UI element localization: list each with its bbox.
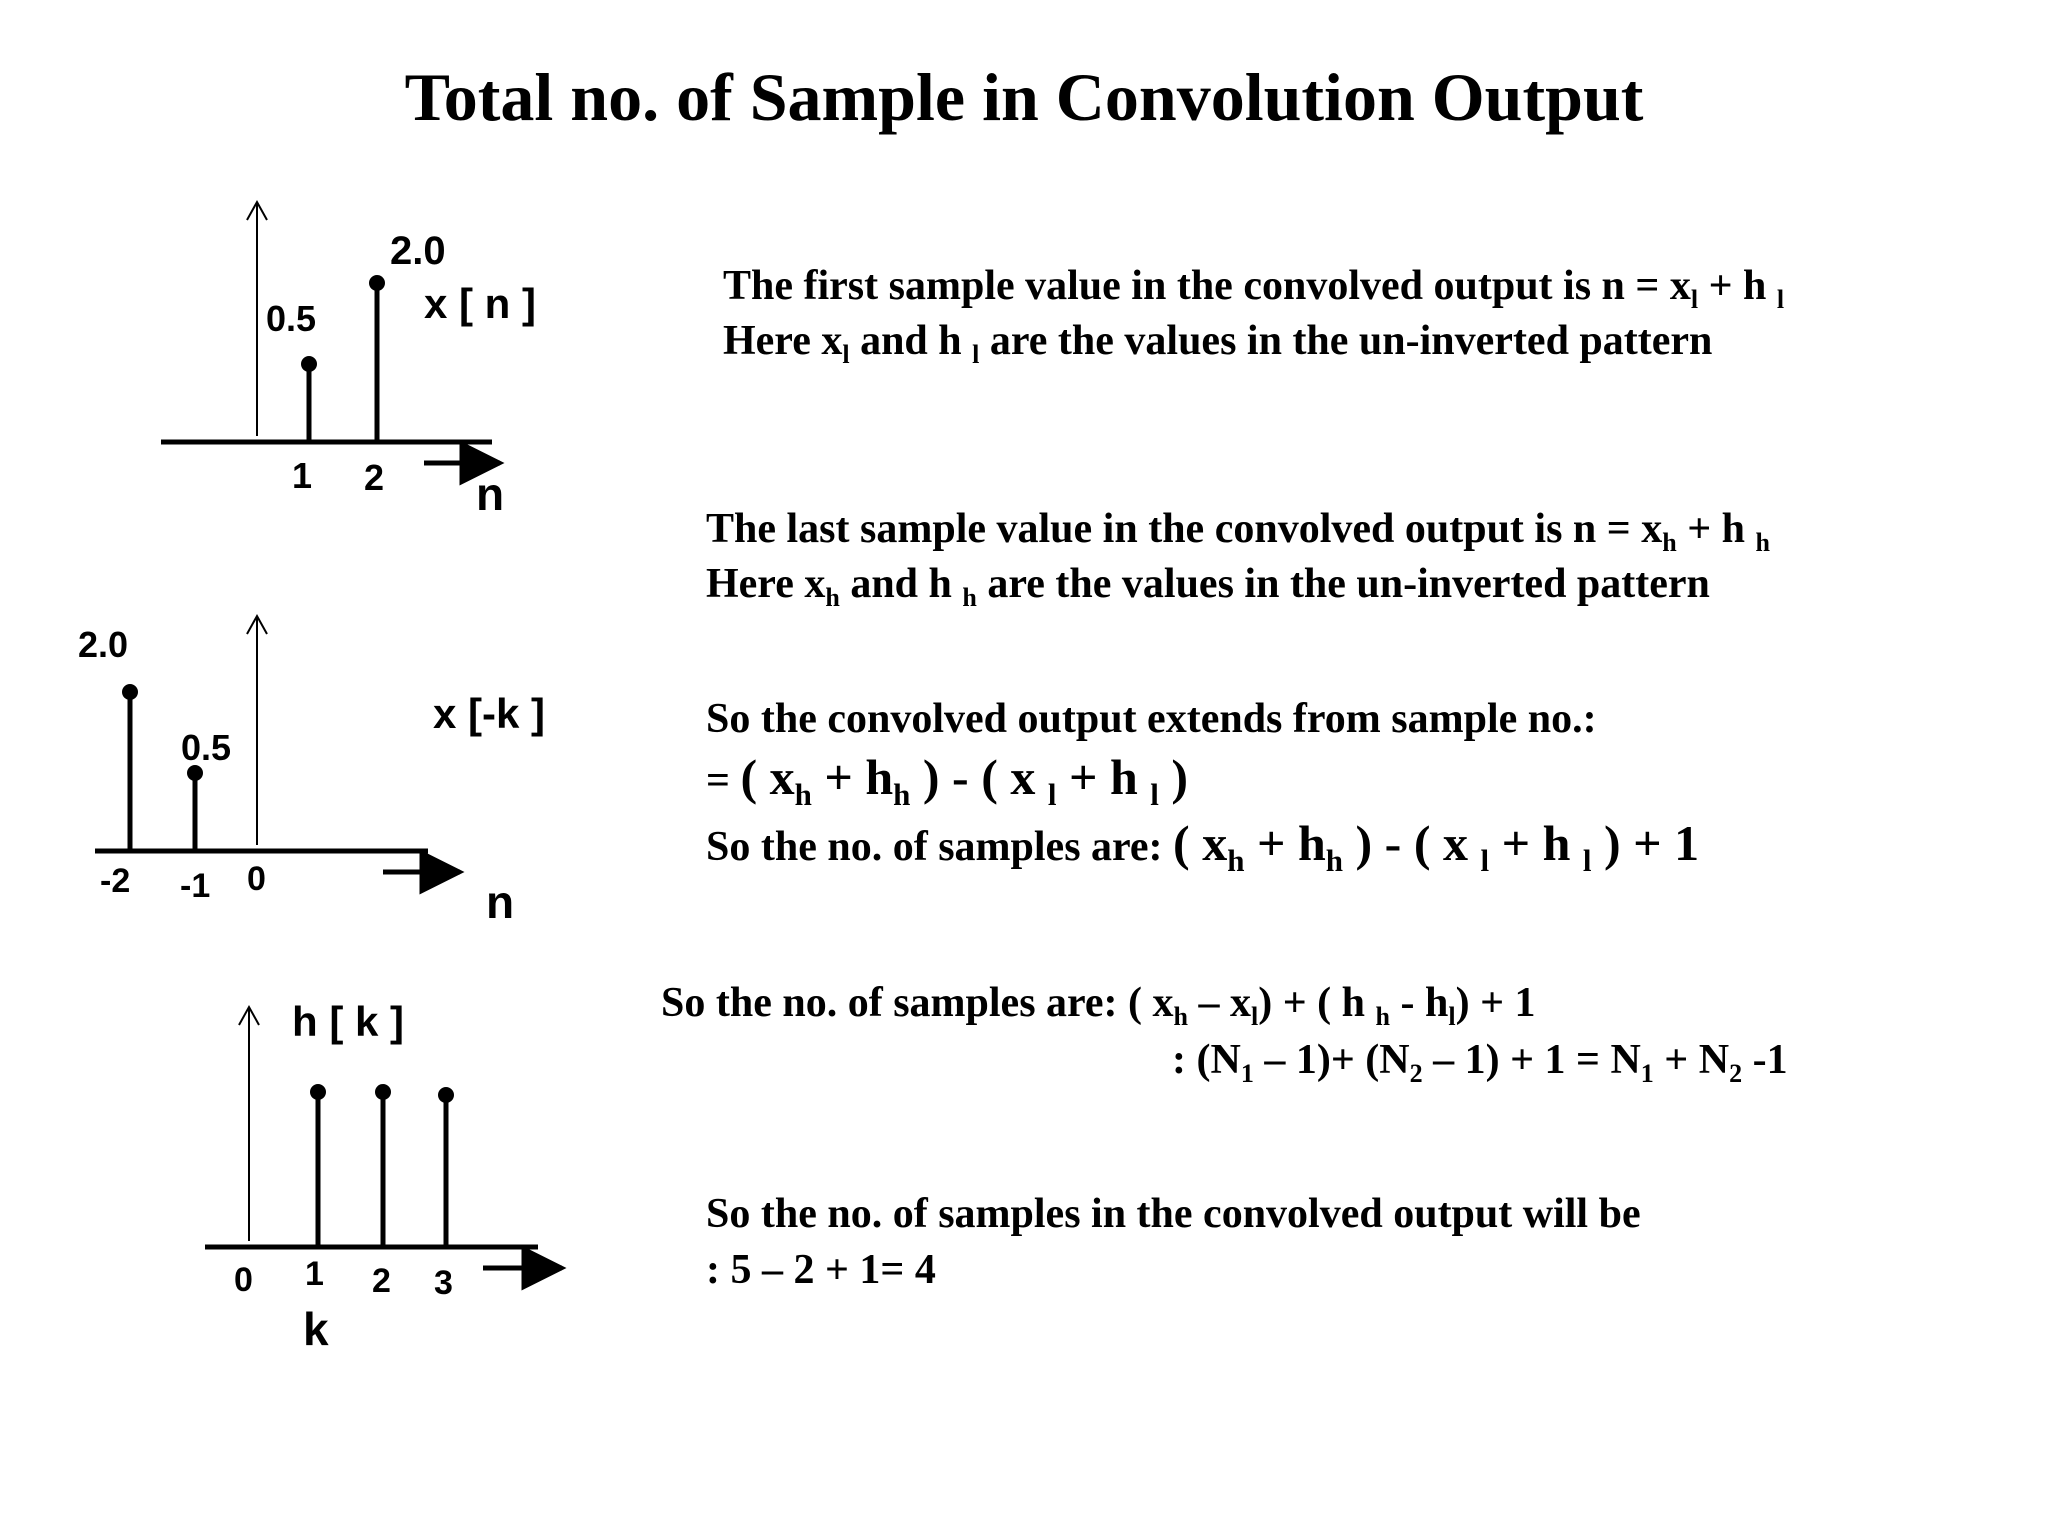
x-mk-tick-minus-1: -1 <box>180 867 211 905</box>
x-n-value-label-2.0: 2.0 <box>390 229 446 273</box>
samples-derivation-line: So the no. of samples are: ( $x_h - x_l$) + ( h $_h - h_l) + 1$ <box>661 980 1536 1032</box>
plot-x-n <box>161 202 536 520</box>
h-k-tick-1: 1 <box>305 1255 324 1293</box>
h-k-stem-2-dot <box>375 1084 391 1100</box>
extends-formula: = ( $x_h + h_h$ ) - ( x $_l$ + h $_l$ ) <box>706 749 1189 812</box>
h-k-stem-3-dot <box>438 1087 454 1103</box>
x-n-value-label-0.5: 0.5 <box>266 298 317 339</box>
last-sample-line: The last sample value in the convolved output is $n = x_h + h$ $_h$ <box>706 506 1770 558</box>
plot-x-minus-k <box>78 616 545 928</box>
h-k-signal-label: h [ k ] <box>292 998 404 1045</box>
result-line: So the no. of samples in the convolved output will be <box>706 1191 1641 1237</box>
x-n-stem-2-dot <box>369 275 385 291</box>
x-mk-value-label-0.5: 0.5 <box>181 727 232 768</box>
plot-h-k <box>205 998 562 1355</box>
h-k-tick-0: 0 <box>234 1261 253 1299</box>
h-k-stem-1-dot <box>310 1084 326 1100</box>
h-k-tick-3: 3 <box>434 1264 453 1302</box>
x-mk-stem-minus-2-dot <box>122 684 138 700</box>
x-mk-axis-variable: n <box>486 876 515 928</box>
result-value: : 5 – 2 + 1= 4 <box>706 1247 936 1293</box>
first-sample-note: Here $x_l$ and h $_l$ are the values in the un-inverted pattern <box>723 318 1713 370</box>
first-sample-line: The first sample value in the convolved output is $n = x_l + h$ $_l$ <box>723 263 1785 315</box>
x-n-axis-variable: n <box>476 468 505 520</box>
x-n-tick-1: 1 <box>292 455 313 496</box>
x-n-stem-1-dot <box>301 356 317 372</box>
h-k-tick-2: 2 <box>372 1262 391 1300</box>
samples-n1-n2-line: : $(N_1 - 1)+ (N_2 - 1) + 1 = N_1 + N_2$ -1 <box>1172 1037 1788 1089</box>
last-sample-note: Here $x_h$ and h $_h$ are the values in the un-inverted pattern <box>706 561 1710 613</box>
x-n-signal-label: x [ n ] <box>424 280 536 327</box>
x-mk-tick-minus-2: -2 <box>100 862 131 900</box>
x-n-tick-2: 2 <box>364 457 385 498</box>
x-mk-signal-label: x [-k ] <box>433 690 546 737</box>
x-mk-value-label-2.0: 2.0 <box>78 624 129 665</box>
samples-count-formula: So the no. of samples are: ( $x_h + h_h$ ) - ( x $_l$ + h $_l$ ) + 1 <box>706 815 1700 878</box>
x-mk-tick-0: 0 <box>247 860 266 898</box>
extends-line: So the convolved output extends from sample no.: <box>706 696 1597 742</box>
h-k-axis-variable: k <box>303 1303 329 1355</box>
page-title: Total no. of Sample in Convolution Output <box>404 59 1644 135</box>
